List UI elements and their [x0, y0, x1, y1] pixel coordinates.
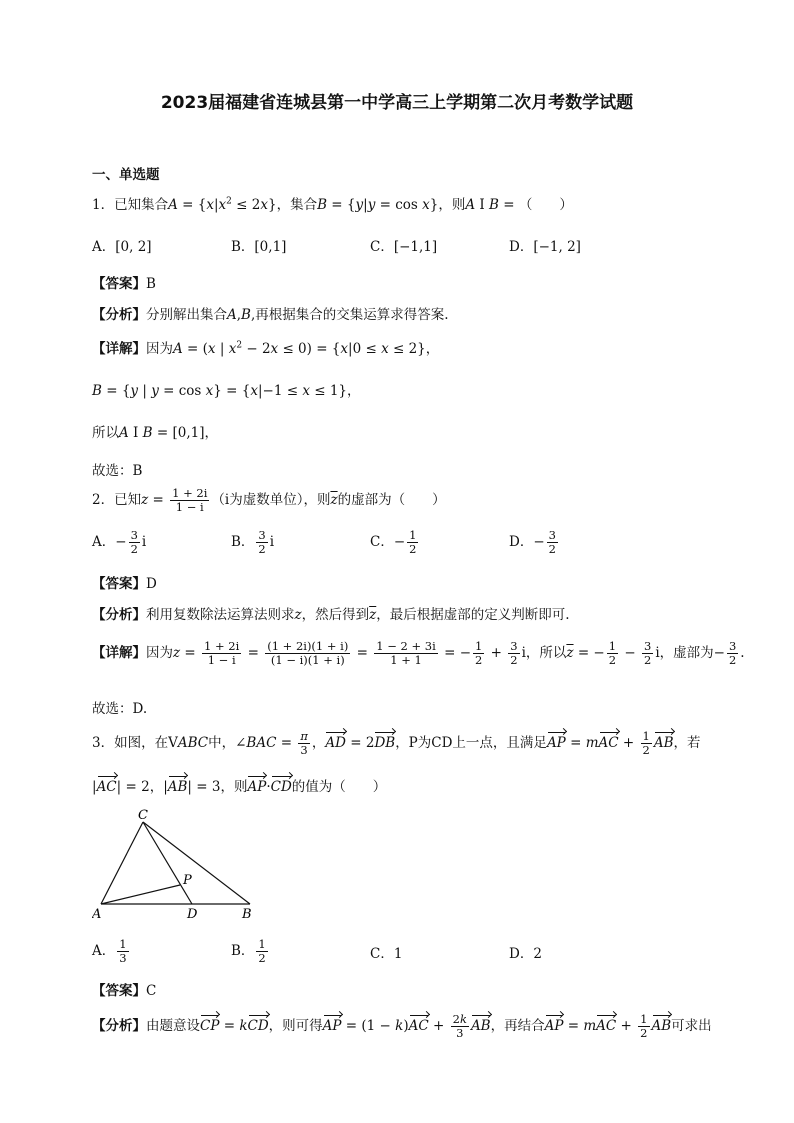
section-heading: 一、单选题: [92, 167, 160, 183]
segment-ap: [101, 885, 180, 904]
q1-conclusion: 所以A I B = [0,1]，: [92, 425, 218, 441]
q2-option-d[interactable]: D．− $\frac{3}{2}$: [509, 528, 556, 556]
question-1: 1．已知集合$A = \{x|x^2 \le 2x\}$，集合B = {y|y = cos x}，则A I B = （ ）: [92, 196, 573, 213]
q1-detail-b: B = {y | y = cos x} = {x|−1 ≤ x ≤ 1}，: [92, 383, 361, 399]
q1-option-a[interactable]: A．[0, 2]: [92, 239, 152, 255]
q3-option-d[interactable]: D．2: [509, 946, 542, 962]
q3-analysis: 【分析】由题意设CP = kCD，则可得AP = (1 − k)AC + $\frac{2k}{3}$ AB，再结合AP = mAC + $\frac{1}{2}$ AB可求出: [92, 1012, 712, 1040]
q2-option-a[interactable]: A．− $\frac{3}{2}$ i: [92, 528, 147, 556]
q2-detail: 【详解】因为z = $\frac{1 + 2i}{1 - i}$ = $\frac{(1 + 2i)(1 + i)}{(1 - i)(1 + i)}$ = $\frac{1 - 2 + 3i}{1 + 1}$ = − $\frac{1}{2}$ + $\frac{3}{2}$ i，所以$\overline{z}$ = − $\frac{1}{2}$ − $\frac{3}{2}$ i，虚部为− $\frac{3}{2}$ .: [92, 639, 745, 667]
q2-option-c[interactable]: C．− $\frac{1}{2}$: [370, 528, 417, 556]
q1-option-c[interactable]: C．[−1,1]: [370, 239, 438, 255]
q2-analysis: 【分析】利用复数除法运算法则求z，然后得到$\overline{z}$，最后根据虚部的定义判断即可.: [92, 607, 570, 623]
q1-answer: 【答案】B: [92, 276, 156, 292]
label-a: A: [92, 907, 102, 922]
q3-option-c[interactable]: C．1: [370, 946, 403, 962]
triangle-figure: [92, 808, 262, 923]
q1-option-d[interactable]: D．[−1, 2]: [509, 239, 581, 255]
q2-option-b[interactable]: B． $\frac{3}{2}$ i: [231, 528, 275, 556]
q3-answer: 【答案】C: [92, 983, 157, 999]
label-p: P: [183, 873, 192, 888]
label-d: D: [187, 907, 198, 922]
q1-option-b[interactable]: B．[0,1]: [231, 239, 287, 255]
question-2: 2．已知z = $\frac{1 + 2i}{1 - i}$ （i为虚数单位），则$\overline{z}$的虚部为（ ）: [92, 486, 446, 514]
q3-option-b[interactable]: B． $\frac{1}{2}$: [231, 937, 266, 965]
label-b: B: [242, 907, 252, 922]
question-3: 3．如图，在VABC中，∠BAC = $\frac{\pi}{3}$ ，AD = 2DB，P为CD上一点，且满足AP = mAC + $\frac{1}{2}$ AB，若: [92, 729, 701, 757]
q1-analysis: 【分析】分别解出集合A,B,再根据集合的交集运算求得答案.: [92, 307, 449, 323]
page-title: 2023届福建省连城县第一中学高三上学期第二次月考数学试题: [160, 93, 634, 113]
label-c: C: [138, 808, 148, 823]
q2-choice: 故选：D.: [92, 701, 148, 717]
q2-answer: 【答案】D: [92, 576, 157, 592]
question-3-cont: |AC| = 2，|AB| = 3，则AP·CD的值为（ ）: [92, 779, 387, 795]
segment-ac: [101, 822, 143, 904]
q3-option-a[interactable]: A． $\frac{1}{3}$: [92, 937, 127, 965]
q1-detail: 【详解】因为A = (x | $x^2 - 2x \le 0) = \{x|0 \le x \le 2\}$，: [92, 340, 440, 357]
q1-choice: 故选：B: [92, 463, 143, 479]
segment-cb: [143, 822, 250, 904]
